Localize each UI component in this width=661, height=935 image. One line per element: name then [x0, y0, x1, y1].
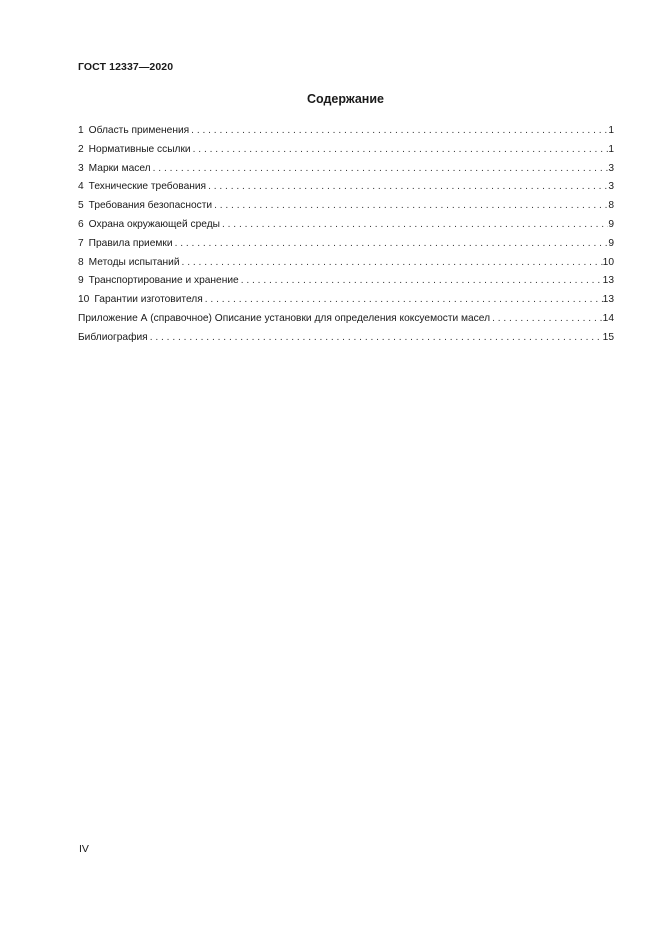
toc-leader-dots — [239, 272, 603, 291]
toc-entry-title: Правила приемки — [88, 237, 173, 249]
toc-entry-page: 3 — [608, 162, 614, 174]
toc-leader-dots — [173, 235, 609, 254]
toc-entry-title: Гарантии изготовителя — [94, 294, 203, 306]
toc-entry-number: 9 — [78, 275, 84, 287]
toc-entry-page: 8 — [608, 200, 614, 212]
toc-entry-title: Требования безопасности — [88, 200, 213, 212]
toc-leader-dots — [220, 216, 608, 235]
toc-entry[interactable] — [78, 178, 614, 197]
toc-entry-title: Область применения — [88, 125, 190, 136]
toc-entry-title: Транспортирование и хранение — [88, 275, 239, 287]
toc-leader-dots — [490, 310, 603, 329]
toc-title: Содержание — [306, 92, 384, 106]
toc-leader-dots — [148, 329, 603, 348]
toc-entry-number: 7 — [78, 237, 84, 249]
toc-entry-number: 8 — [78, 256, 84, 268]
toc-entry[interactable] — [78, 310, 614, 329]
toc-entry-page: 13 — [602, 275, 614, 287]
toc-entry-title: Охрана окружающей среды — [88, 218, 220, 230]
toc-entry-number: 6 — [78, 218, 84, 230]
standard-designation: ГОСТ 12337—2020 — [78, 61, 174, 73]
toc-entry-page: 1 — [608, 125, 614, 136]
toc-entry-number: 4 — [78, 181, 84, 193]
toc-entry-page: 15 — [602, 331, 614, 343]
toc-entry[interactable] — [78, 197, 614, 216]
toc-entry-title: Приложение А (справочное) Описание установки для определения коксуемости масел — [78, 312, 491, 324]
toc-entry[interactable] — [78, 329, 614, 348]
toc-entry[interactable] — [78, 141, 614, 160]
toc-entry-page: 9 — [608, 218, 614, 230]
toc-entry-number: 3 — [78, 162, 84, 174]
toc-entry[interactable] — [78, 272, 614, 291]
toc-leader-dots — [189, 122, 608, 141]
toc-entry-page: 14 — [602, 312, 614, 324]
toc-entry-title: Технические требования — [88, 181, 207, 193]
toc-entry-page: 13 — [602, 294, 614, 306]
toc-entry[interactable] — [78, 254, 614, 273]
toc-leader-dots — [212, 197, 608, 216]
toc-entry-title: Марки масел — [88, 162, 151, 174]
toc-entry-page: 10 — [602, 256, 614, 268]
toc-leader-dots — [180, 254, 603, 273]
toc-entry-title: Нормативные ссылки — [88, 143, 191, 155]
toc-leader-dots — [206, 178, 608, 197]
toc-entry[interactable] — [78, 291, 614, 310]
table-of-contents — [78, 122, 614, 348]
toc-entry-number: 10 — [78, 294, 90, 306]
toc-entry-page: 1 — [608, 143, 614, 155]
toc-entry[interactable] — [78, 122, 614, 141]
toc-entry[interactable] — [78, 160, 614, 179]
toc-entry-number: 2 — [78, 143, 84, 155]
toc-entry-number: 1 — [78, 125, 84, 136]
toc-entry-title: Библиография — [78, 331, 148, 343]
toc-entry-page: 9 — [608, 237, 614, 249]
toc-entry[interactable] — [78, 235, 614, 254]
toc-entry[interactable] — [78, 216, 614, 235]
page-number: IV — [79, 843, 89, 855]
toc-entry-number: 5 — [78, 200, 84, 212]
toc-leader-dots — [151, 160, 609, 179]
toc-entry-title: Методы испытаний — [88, 256, 180, 268]
toc-leader-dots — [203, 291, 603, 310]
toc-entry-page: 3 — [608, 181, 614, 193]
toc-leader-dots — [191, 141, 609, 160]
